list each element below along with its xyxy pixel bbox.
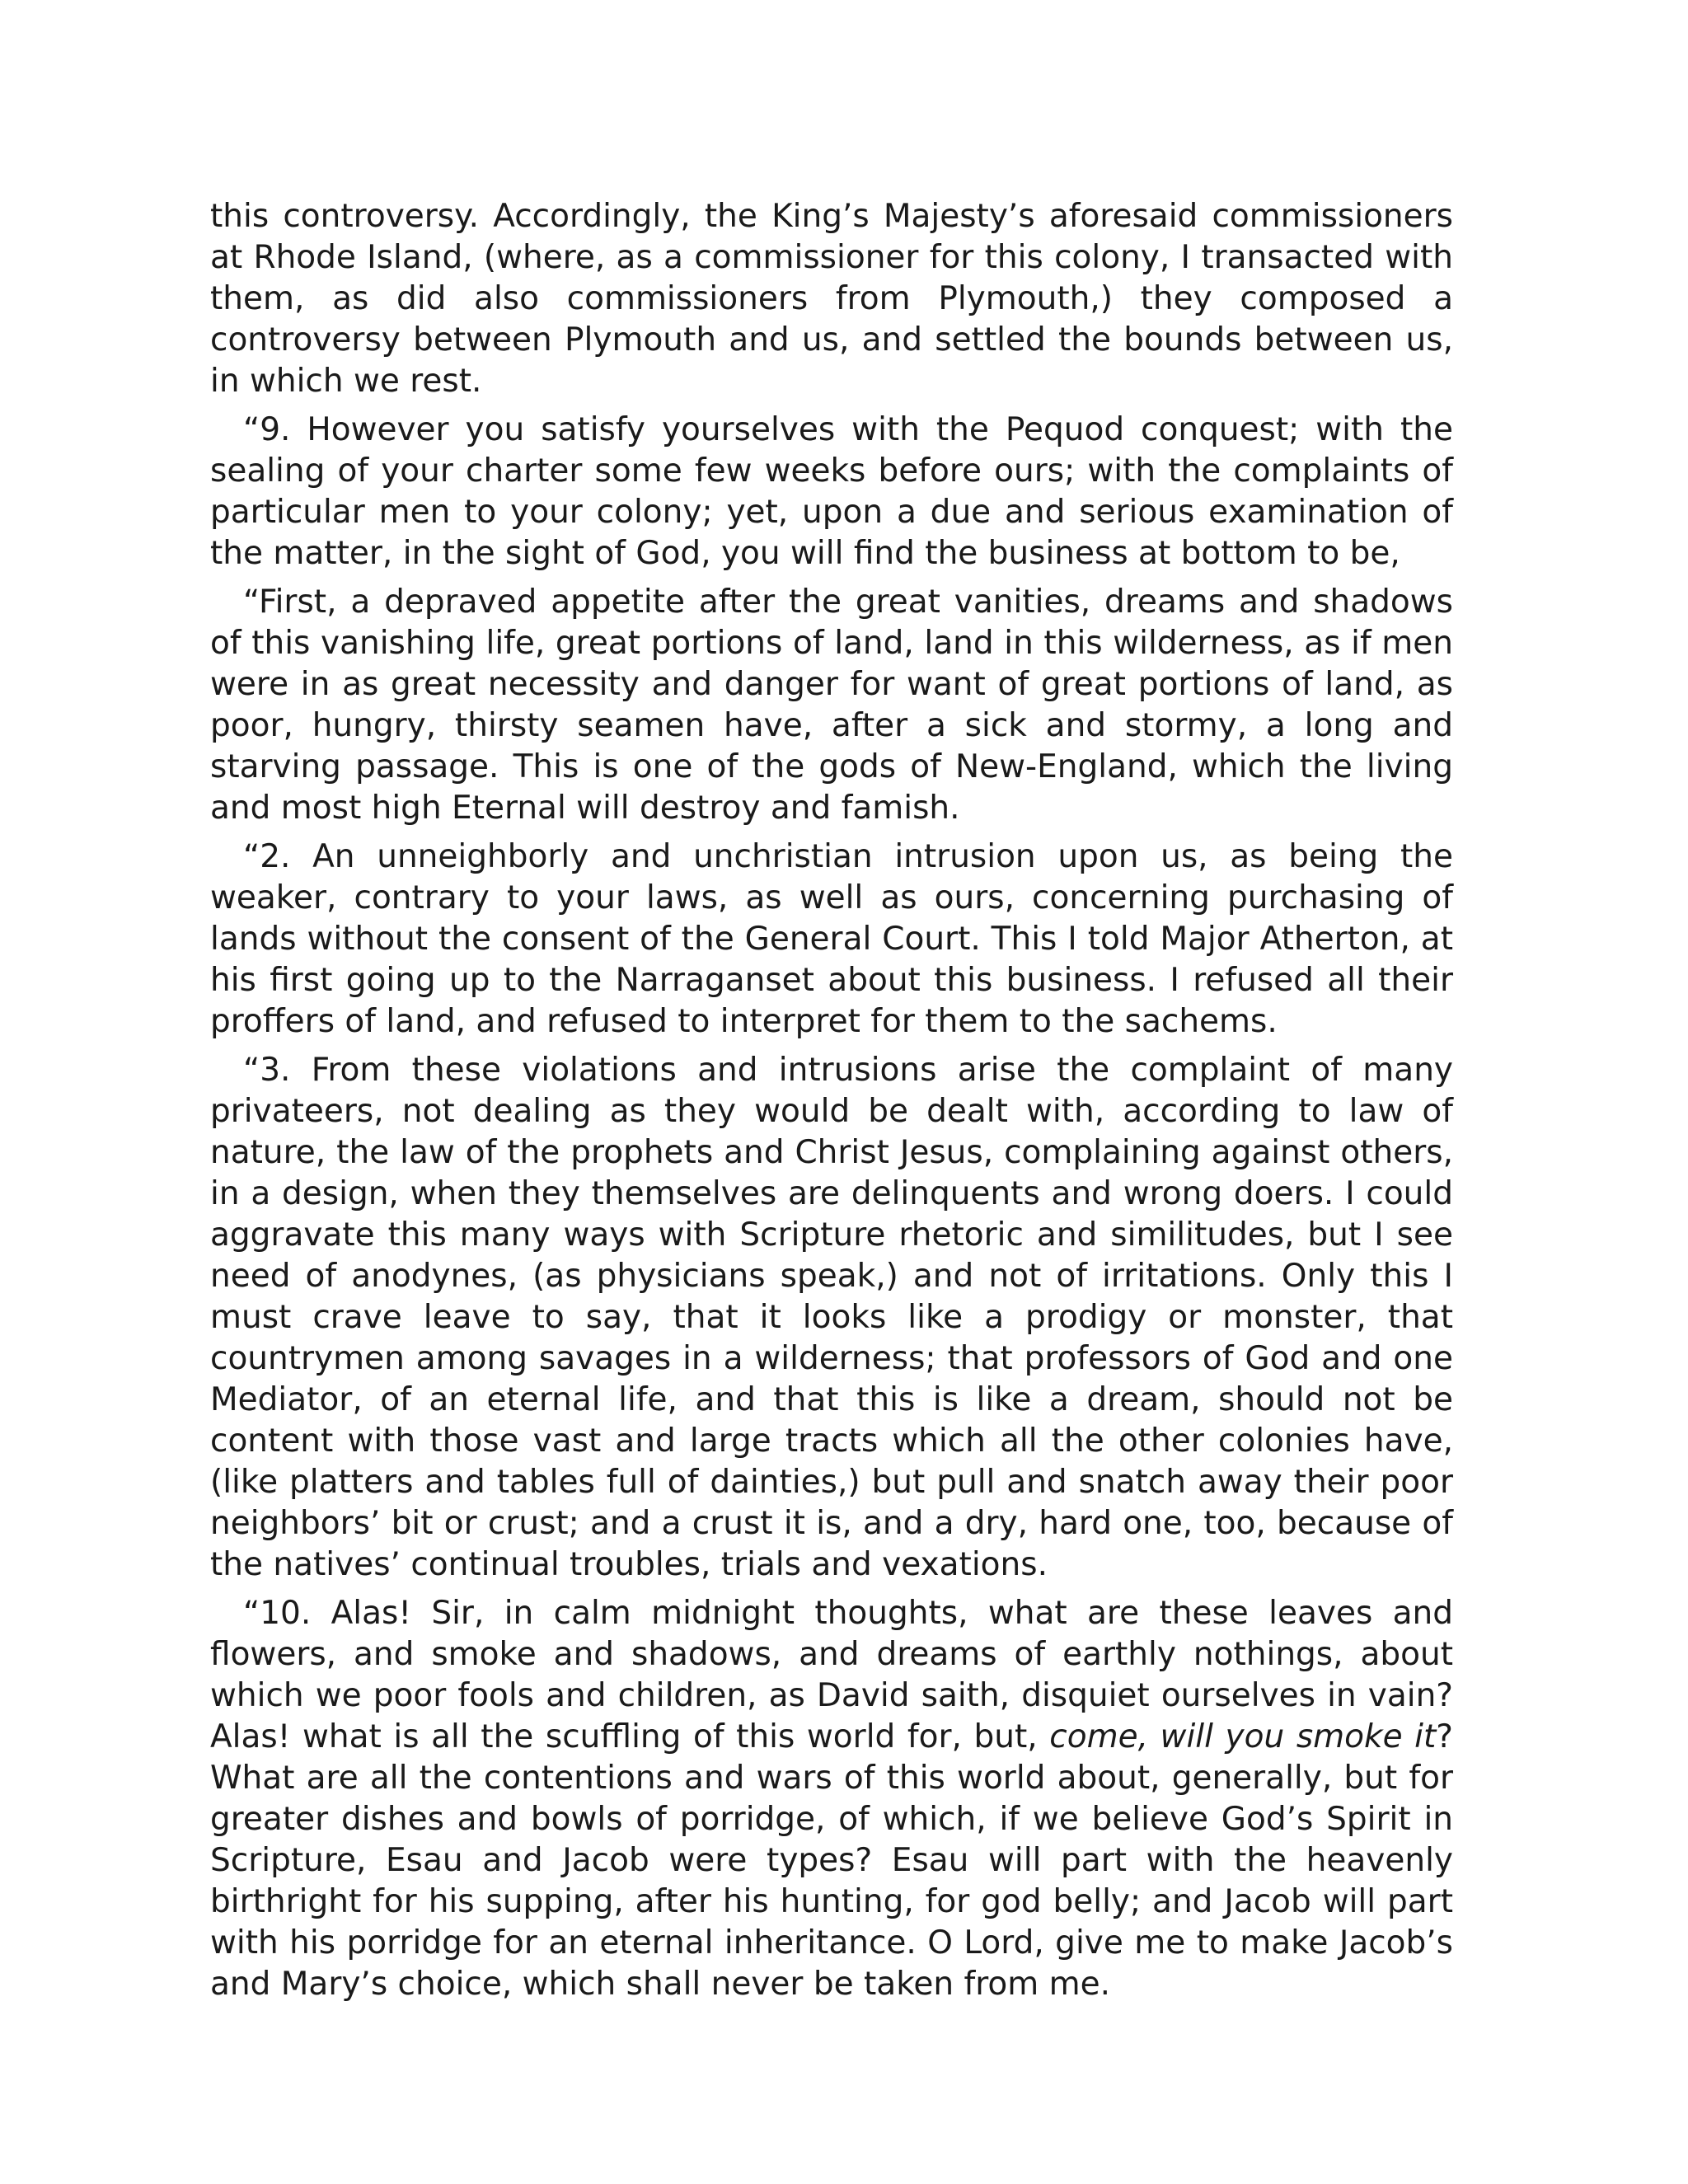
paragraph-10-italic-phrase: come, will you smoke it (1049, 1718, 1437, 1755)
paragraph-9: “9. However you satisfy yourselves with the Pequod conquest; with the sealing of your charter some few weeks before ours; with the complaints of particular men to your colony; yet, upon a due and serious examination of the matter, in the sight of God, you will find the business at bottom to be, (210, 411, 1453, 572)
paragraph-2: “2. An unneighborly and unchristian intrusion upon us, as being the weaker, contrary to your laws, as well as ours, concerning purchasing of lands without the consent of the General Court. This I told Major Atherton, at his first going up to the Narraganset about this business. I refused all their proffers of land, and refused to interpret for them to the sachems. (210, 838, 1453, 1040)
paragraph-10 (210, 1593, 1453, 2005)
paragraph-first: “First, a depraved appetite after the great vanities, dreams and shadows of this vanishing life, great portions of land, land in this wilderness, as if men were in as great necessity and danger for want of great portions of land, as poor, hungry, thirsty seamen have, after a sick and stormy, a long and starving passage. This is one of the gods of New-England, which the living and most high Eternal will destroy and famish. (210, 583, 1453, 827)
paragraph-10-text-before-italic: “10. Alas! Sir, in calm midnight thoughts, what are these leaves and flowers, and smoke and shadows, and dreams of earthly nothings, about which we poor fools and children, as David saith, disquiet ourselves in vain? Alas! what is all the scuffling of this world for, but, (210, 1595, 1453, 1755)
paragraph-3: “3. From these violations and intrusions arise the complaint of many privateers, not dealing as they would be dealt with, according to law of nature, the law of the prophets and Christ Jesus, complaining against others, in a design, when they themselves are delinquents and wrong doers. I could aggravate this many ways with Scripture rhetoric and similitudes, but I see need of anodynes, (as physicians speak,) and not of irritations. Only this I must crave leave to say, that it looks like a prodigy or monster, that countrymen among savages in a wilderness; that professors of God and one Mediator, of an eternal life, and that this is like a dream, should not be content with those vast and large tracts which all the other colonies have, (like platters and tables full of dainties,) but pull and snatch away their poor neighbors’ bit or crust; and a crust it is, and a dry, hard one, too, because of the natives’ continual troubles, trials and vexations. (210, 1052, 1453, 1583)
paragraph-continuation: this controversy. Accordingly, the King’s Majesty’s aforesaid commissioners at Rhode Island, (where, as a commissioner for this colony, I transacted with them, as did also commissioners from Plymouth,) they composed a controversy between Plymouth and us, and settled the bounds between us, in which we rest. (210, 198, 1453, 400)
document-page (210, 196, 1453, 2013)
paragraph-10-text-after-italic: ? What are all the contentions and wars of this world about, generally, but for greater dishes and bowls of porridge, of which, if we believe God’s Spirit in Scripture, Esau and Jacob were types? Esau will part with the heavenly birthright for his supping, after his hunting, for god belly; and Jacob will part with his porridge for an eternal inheritance. O Lord, give me to make Jacob’s and Mary’s choice, which shall never be taken from me. (210, 1718, 1453, 2003)
